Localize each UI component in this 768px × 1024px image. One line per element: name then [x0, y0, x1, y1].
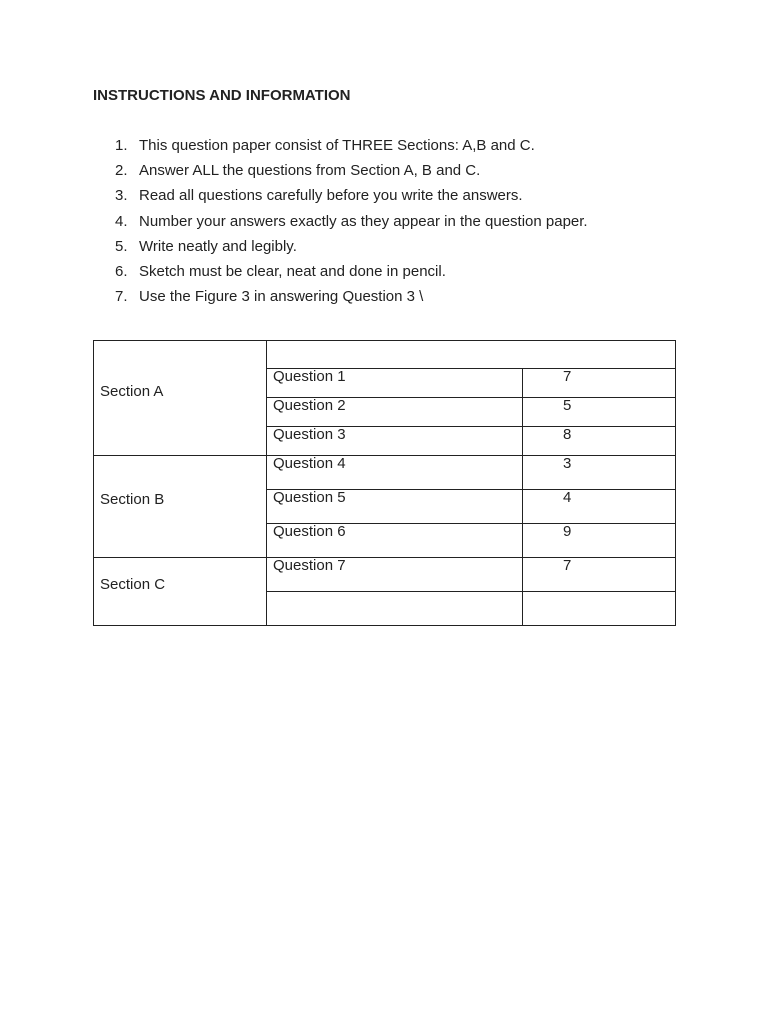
instruction-text: Write neatly and legibly.	[139, 237, 297, 255]
instruction-number: 7.	[115, 288, 128, 306]
instruction-number: 1.	[115, 137, 128, 154]
instruction-item	[93, 263, 588, 288]
section-b-cell: Section B	[94, 456, 267, 558]
mark-cell: 8	[523, 427, 676, 456]
question-cell: Question 5	[267, 490, 523, 524]
table-row	[94, 558, 676, 592]
sections-table-wrapper	[93, 340, 675, 625]
section-c-cell: Section C	[94, 558, 267, 626]
instruction-number: 3.	[115, 187, 128, 205]
table-row	[94, 341, 676, 369]
question-cell: Question 3	[267, 427, 523, 456]
instruction-item	[93, 137, 588, 162]
instruction-item	[93, 187, 588, 212]
empty-header-cell	[267, 341, 676, 369]
instruction-number: 5.	[115, 237, 128, 255]
table-row	[94, 456, 676, 490]
mark-cell: 7	[523, 369, 676, 398]
page-heading: INSTRUCTIONS AND INFORMATION	[93, 87, 351, 104]
question-cell: Question 4	[267, 456, 523, 490]
instruction-text: Answer ALL the questions from Section A, B and C.	[139, 162, 481, 180]
instructions-list	[93, 137, 588, 313]
instruction-text: Sketch must be clear, neat and done in pencil.	[139, 262, 446, 280]
empty-mark-cell	[523, 592, 676, 626]
instruction-item	[93, 162, 588, 187]
empty-question-cell	[267, 592, 523, 626]
question-cell: Question 1	[267, 369, 523, 398]
instruction-text: Number your answers exactly as they appear in the question paper.	[139, 212, 588, 230]
instruction-text: This question paper consist of THREE Sections: A,B and C.	[139, 137, 535, 154]
mark-cell: 4	[523, 490, 676, 524]
instruction-item	[93, 238, 588, 263]
mark-cell: 9	[523, 524, 676, 558]
mark-cell: 5	[523, 398, 676, 427]
instruction-item	[93, 288, 588, 313]
instruction-number: 2.	[115, 162, 128, 180]
instruction-text: Use the Figure 3 in answering Question 3 \	[139, 288, 424, 306]
instruction-number: 6.	[115, 262, 128, 280]
mark-cell: 7	[523, 558, 676, 592]
instruction-number: 4.	[115, 212, 128, 230]
question-cell: Question 6	[267, 524, 523, 558]
section-a-cell: Section A	[94, 341, 267, 456]
instruction-text: Read all questions carefully before you write the answers.	[139, 187, 523, 205]
mark-cell: 3	[523, 456, 676, 490]
question-cell: Question 7	[267, 558, 523, 592]
question-cell: Question 2	[267, 398, 523, 427]
sections-table	[93, 340, 676, 626]
instruction-item	[93, 213, 588, 238]
